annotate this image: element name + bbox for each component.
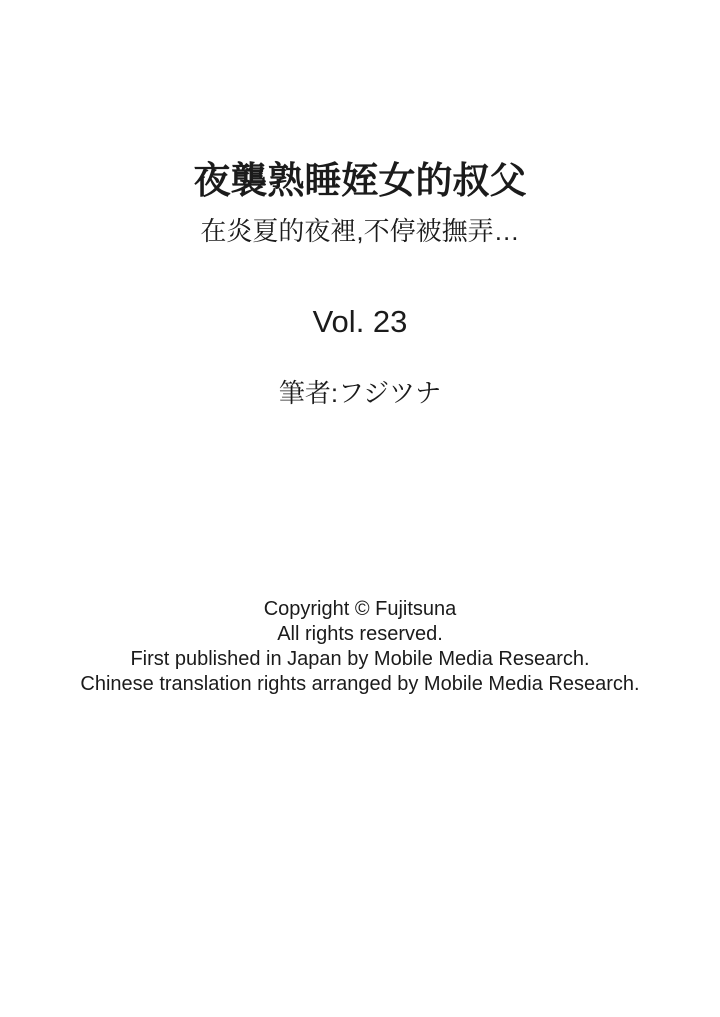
volume-number: Vol. 23	[312, 304, 408, 339]
book-title: 夜襲熟睡姪女的叔父	[193, 160, 527, 201]
book-subtitle: 在炎夏的夜裡,不停被撫弄…	[200, 216, 520, 246]
copyright-line-translation: Chinese translation rights arranged by Mobile Media Research.	[80, 673, 640, 695]
copyright-line-rights: All rights reserved.	[277, 623, 443, 645]
copyright-line-holder: Copyright © Fujitsuna	[263, 598, 457, 620]
copyright-line-first-published: First published in Japan by Mobile Media Research.	[130, 648, 590, 670]
author-line: 筆者:フジツナ	[278, 378, 442, 408]
copyright-block	[0, 597, 720, 697]
